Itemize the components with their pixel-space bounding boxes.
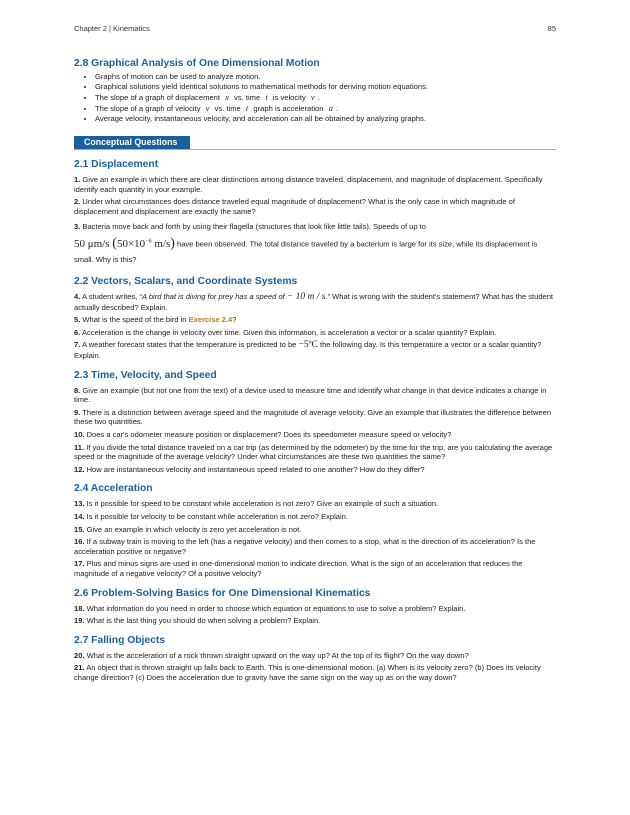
section-vectors [74,276,556,361]
section-title: 2.7 Falling Objects [74,634,165,646]
temperature-expression: −5ºC [298,340,318,351]
page-number: 85 [547,24,556,33]
question-19: 19. What is the last thing you should do when solving a problem? Explain. [74,616,321,626]
exercise-link[interactable]: Exercise 2.4 [188,315,233,325]
summary-title: 2.8 Graphical Analysis of One Dimensional Motion [74,58,320,69]
summary-bullet: • The slope of a graph of displacement x vs. time t is velocity v . [95,92,556,103]
question-20: 20. What is the acceleration of a rock thrown straight upward on the way up? At the top of its flight? On the way down? [74,650,469,660]
section-displacement [74,159,556,267]
question-11: 11. If you divide the total distance traveled on a car trip (as determined by the odometer) by the time for the trip, are you calculating the average speed or the magnitude of the average velocity? Under what circumstances are these two quantities the same? [74,442,553,462]
question-21: 21. An object that is thrown straight up falls back to Earth. This is one-dimensional motion. (a) When is its velocity zero? (b) Does its velocity change direction? (c) Does the acceleration due to gravity have the same sign on the way up as on the way down? [74,663,541,682]
summary-section [74,58,556,124]
speed-expression: 50 μm/s ($50\times 10^{-6}$ m/s) [74,236,175,252]
summary-list [74,72,556,124]
question-9: 9. There is a distinction between average speed and the magnitude of average velocity. Give an example that illustrates the difference between these two quantities. [74,407,552,427]
question-5: 5. What is the speed of the bird in Exercise 2.4? [74,315,237,325]
question-13: 13. Is it possible for speed to be constant while acceleration is not zero? Give an example of such a situation. [74,499,439,509]
conceptual-questions-banner [74,136,556,150]
var-v: v [310,92,315,102]
section-acceleration [74,483,556,578]
section-problem-solving [74,588,556,626]
var-t: t [265,92,268,102]
var-v: v [205,103,210,113]
velocity-expression: − 10 m / s [286,292,326,303]
question-10: 10. Does a car's odometer measure position or displacement? Does its speedometer measure speed or velocity? [74,429,452,439]
var-a: a [328,103,333,113]
summary-bullet: • Average velocity, instantaneous velocity, and acceleration can all be obtained by analyzing graphs. [95,114,556,124]
section-title: 2.4 Acceleration [74,483,153,495]
section-title: 2.1 Displacement [74,159,159,170]
section-title: 2.2 Vectors, Scalars, and Coordinate Systems [74,276,298,288]
page-content [74,58,556,685]
question-6: 6. Acceleration is the change in velocity over time. Given this information, is acceleration a vector or a scalar quantity? Explain. [74,327,497,337]
summary-bullet: • Graphs of motion can be used to analyze motion. [95,72,556,82]
section-falling-objects [74,635,556,683]
question-8: 8. Give an example (but not one from the text) of a device used to measure time and identify what change in that device indicates a change in time. [74,385,547,405]
question-18: 18. What information do you need in order to choose which equation or equations to use to solve a problem? Explain. [74,603,466,613]
section-time-velocity-speed [74,370,556,475]
var-x: x [225,92,229,102]
running-header [74,24,556,33]
summary-bullet: • The slope of a graph of velocity v vs. time t graph is acceleration a . [95,103,556,114]
summary-bullet: • Graphical solutions yield identical solutions to mathematical methods for deriving motion equations. [95,82,556,92]
question-3: 3. Bacteria move back and forth by using their flagella (structures that look like little tails). Speeds of up to 50 μm/s ($50\times 10^{-6}$ m/s) have been observed. The total distance traveled by a bacterium is large for its size, while its displacement is small. Why is this? [74,222,538,265]
banner-label: Conceptual Questions [74,136,190,149]
section-title: 2.3 Time, Velocity, and Speed [74,369,217,381]
section-title: 2.6 Problem-Solving Basics for One Dimensional Kinematics [74,587,371,599]
chapter-title: Chapter 2 | Kinematics [74,24,150,33]
question-4: 4. A student writes, “A bird that is diving for prey has a speed of − 10 m / s.” What is wrong with the student's statement? What has the student actually described? Explain. [74,292,554,312]
question-12: 12. How are instantaneous velocity and instantaneous speed related to one another? How do they differ? [74,464,425,474]
question-7: 7. A weather forecast states that the temperature is predicted to be −5ºC the following day. Is this temperature a vector or a scalar quantity? Explain. [74,340,542,360]
var-t: t [245,103,249,113]
question-17: 17. Plus and minus signs are used in one-dimensional motion to indicate direction. What is the sign of an acceleration that reduces the magnitude of a negative velocity? Of a positive velocity? [74,559,523,578]
question-16: 16. If a subway train is moving to the left (has a negative velocity) and then comes to a stop, what is the direction of its acceleration? Is the acceleration positive or negative? [74,537,536,556]
question-2: 2. Under what circumstances does distance traveled equal magnitude of displacement? What is the only case in which magnitude of displacement and displacement are exactly the same? [74,197,515,216]
question-14: 14. Is it possible for velocity to be constant while acceleration is not zero? Explain. [74,511,348,521]
question-1: 1. Give an example in which there are clear distinctions among distance traveled, displacement, and magnitude of displacement. Specifically identify each quantity in your example. [74,175,543,194]
question-15: 15. Give an example in which velocity is zero yet acceleration is not. [74,524,302,534]
